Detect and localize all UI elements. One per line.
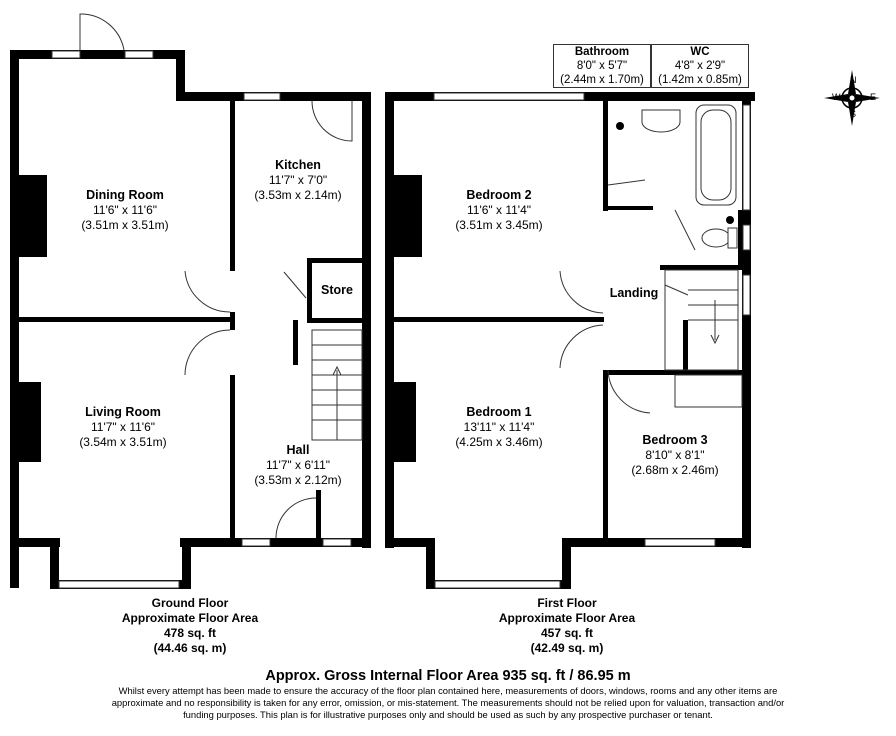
floor-area-sqft: 478 sq. ft (163, 626, 217, 640)
room-metric: (2.44m x 1.70m) (560, 74, 644, 86)
room-name: Living Room (85, 405, 161, 419)
room-living (68, 405, 178, 450)
room-hall (243, 443, 353, 488)
room-name: WC (690, 46, 710, 58)
room-imperial: 8'10" x 8'1" (645, 448, 705, 462)
room-metric: (3.53m x 2.12m) (254, 473, 342, 487)
compass-north: N (850, 75, 857, 85)
room-bedroom3 (620, 433, 730, 478)
room-metric: (3.51m x 3.45m) (455, 218, 543, 232)
room-dining (70, 188, 180, 233)
room-kitchen (243, 158, 353, 203)
room-metric: (2.68m x 2.46m) (631, 463, 719, 477)
room-metric: (3.53m x 2.14m) (254, 188, 342, 202)
room-imperial: 8'0" x 5'7" (576, 60, 628, 72)
room-imperial: 13'11" x 11'4" (463, 420, 535, 434)
room-metric: (3.51m x 3.51m) (81, 218, 169, 232)
compass-west: W (832, 92, 841, 102)
floor-area-label: Approximate Floor Area (121, 611, 259, 625)
room-name: Landing (609, 286, 659, 300)
room-metric: (1.42m x 0.85m) (658, 74, 742, 86)
room-wc (651, 44, 749, 88)
first-floor-caption (487, 596, 647, 656)
ground-floor-walls (10, 50, 371, 589)
room-imperial: 11'6" x 11'4" (466, 203, 532, 217)
room-store (312, 283, 362, 298)
room-name: Bedroom 3 (642, 433, 708, 447)
room-imperial: 11'7" x 7'0" (268, 173, 328, 187)
room-name: Store (321, 283, 353, 297)
room-name: Bedroom 1 (466, 405, 532, 419)
ground-floor-caption (110, 596, 270, 656)
floor-title: First Floor (537, 596, 597, 610)
room-imperial: 11'7" x 6'11" (265, 458, 331, 472)
fixtures (642, 105, 742, 407)
compass-east: E (870, 92, 877, 102)
room-imperial: 11'6" x 11'6" (92, 203, 158, 217)
room-bathroom (553, 44, 651, 88)
floor-title: Ground Floor (151, 596, 229, 610)
gross-internal-area: Approx. Gross Internal Floor Area 935 sq. ft / 86.95 m (265, 668, 631, 684)
room-name: Dining Room (86, 188, 164, 202)
floor-area-sqm: (42.49 sq. m) (530, 641, 604, 655)
room-landing (604, 286, 664, 301)
room-name: Hall (286, 443, 310, 457)
room-imperial: 11'7" x 11'6" (90, 420, 156, 434)
room-metric: (4.25m x 3.46m) (455, 435, 543, 449)
compass-south: S (850, 109, 857, 119)
floor-area-sqft: 457 sq. ft (540, 626, 594, 640)
room-name: Bathroom (574, 46, 630, 58)
room-bedroom1 (444, 405, 554, 450)
floor-area-label: Approximate Floor Area (498, 611, 636, 625)
room-bedroom2 (444, 188, 554, 233)
disclaimer-text: Whilst every attempt has been made to ensure the accuracy of the floor plan contained here, measurements of doors, windows, rooms and any other items are approximate and no responsibility is taken for any error, omission, or mis-statement. The measurements should not be relied upon for valuation, transaction and/or funding purposes. This plan is for illustrative purposes only and should be used as such by any prospective purchaser or tenant. (111, 685, 785, 720)
room-imperial: 4'8" x 2'9" (674, 60, 726, 72)
room-name: Kitchen (275, 158, 321, 172)
room-metric: (3.54m x 3.51m) (79, 435, 167, 449)
floor-area-sqm: (44.46 sq. m) (153, 641, 227, 655)
room-name: Bedroom 2 (466, 188, 532, 202)
